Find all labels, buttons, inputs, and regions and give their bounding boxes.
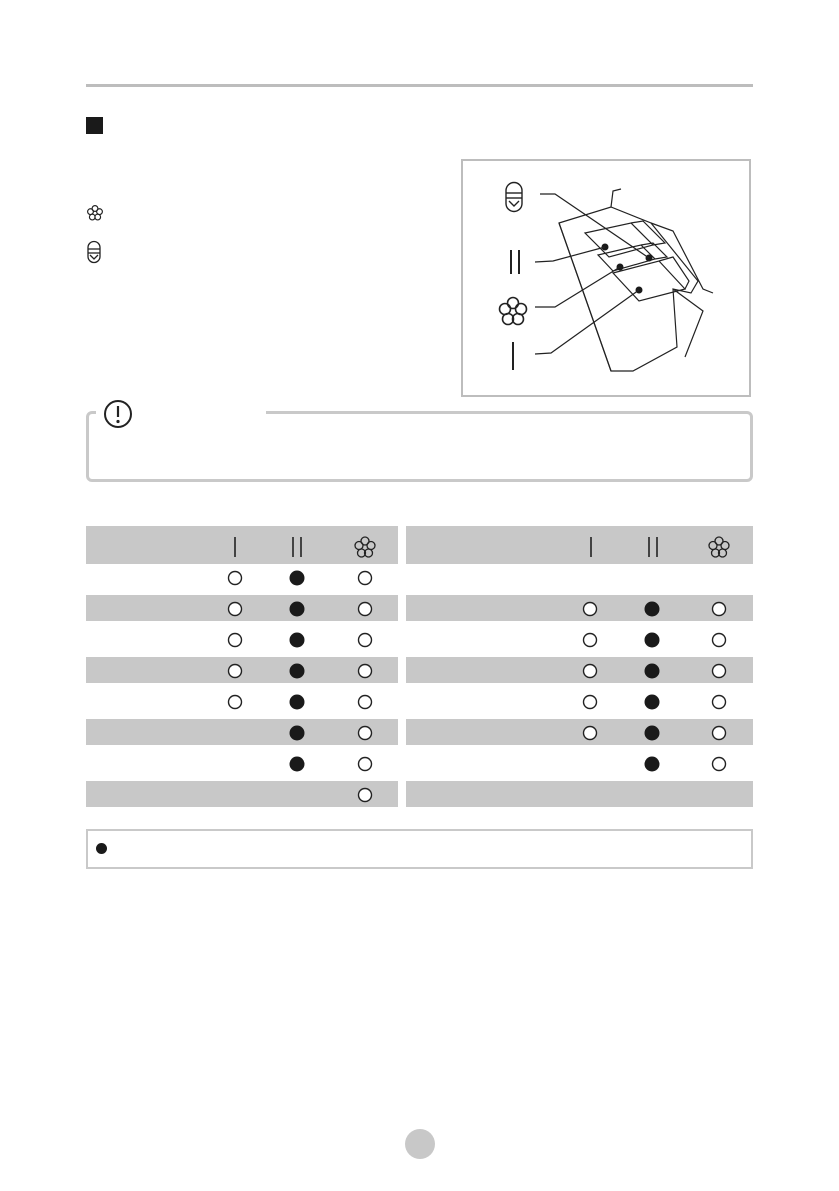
filled-dot-icon (289, 663, 305, 679)
table-row (406, 719, 753, 745)
empty-circle-icon (582, 601, 598, 617)
empty-circle-icon (227, 694, 243, 710)
filled-dot-icon (644, 632, 660, 648)
table-row (86, 750, 398, 776)
roman-two-icon (646, 536, 660, 558)
empty-circle-icon (582, 725, 598, 741)
dosage-table-right (406, 526, 753, 814)
filled-dot-icon (289, 725, 305, 741)
filled-dot-icon (289, 632, 305, 648)
prewash-container-icon (504, 181, 524, 213)
table-header-right (406, 526, 753, 564)
empty-circle-icon (227, 663, 243, 679)
table-row (406, 657, 753, 683)
table-header-left (86, 526, 398, 564)
empty-circle-icon (582, 694, 598, 710)
empty-circle-icon (711, 601, 727, 617)
empty-circle-icon (357, 632, 373, 648)
filled-dot-icon (644, 756, 660, 772)
softener-flower-icon (86, 204, 104, 222)
filled-dot-icon (289, 601, 305, 617)
note-box (86, 411, 753, 482)
dosage-table (86, 526, 753, 814)
roman-two-icon (290, 536, 304, 558)
table-row (406, 781, 753, 807)
empty-circle-icon (711, 694, 727, 710)
filled-dot-icon (96, 843, 107, 854)
empty-circle-icon (357, 787, 373, 803)
empty-circle-icon (711, 725, 727, 741)
empty-circle-icon (357, 725, 373, 741)
top-rule (86, 84, 753, 87)
filled-dot-icon (289, 570, 305, 586)
dosage-table-left (86, 526, 398, 814)
empty-circle-icon (357, 663, 373, 679)
roman-two-icon (507, 249, 523, 275)
detergent-drawer-figure (461, 159, 751, 397)
empty-circle-icon (582, 663, 598, 679)
roman-one-icon (232, 536, 238, 558)
table-row (406, 595, 753, 621)
empty-circle-icon (357, 756, 373, 772)
table-row (406, 688, 753, 714)
table-row (406, 564, 753, 590)
prewash-container-icon (86, 240, 102, 264)
filled-dot-icon (289, 756, 305, 772)
empty-circle-icon (227, 601, 243, 617)
page-number-badge (405, 1129, 435, 1159)
warning-icon (102, 398, 134, 430)
softener-flower-icon (707, 535, 731, 559)
table-row (406, 750, 753, 776)
filled-dot-icon (644, 725, 660, 741)
empty-circle-icon (357, 694, 373, 710)
table-row (86, 781, 398, 807)
filled-dot-icon (644, 601, 660, 617)
roman-one-icon (509, 341, 517, 371)
filled-dot-icon (644, 694, 660, 710)
empty-circle-icon (227, 570, 243, 586)
empty-circle-icon (711, 756, 727, 772)
section-square-icon (86, 117, 103, 134)
table-row (406, 626, 753, 652)
softener-flower-icon (353, 535, 377, 559)
softener-flower-icon (497, 295, 529, 327)
empty-circle-icon (357, 570, 373, 586)
legend-key-box (86, 829, 753, 869)
filled-dot-icon (644, 663, 660, 679)
empty-circle-icon (357, 601, 373, 617)
empty-circle-icon (227, 632, 243, 648)
table-row (86, 719, 398, 745)
empty-circle-icon (582, 632, 598, 648)
filled-dot-icon (289, 694, 305, 710)
empty-circle-icon (711, 632, 727, 648)
roman-one-icon (588, 536, 594, 558)
empty-circle-icon (711, 663, 727, 679)
